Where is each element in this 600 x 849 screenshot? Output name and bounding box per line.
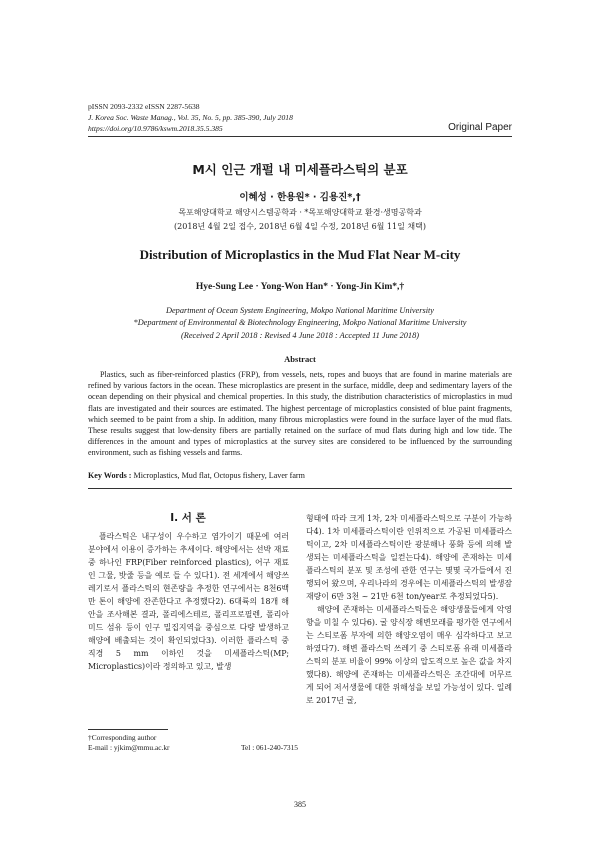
affiliation-english	[0, 305, 600, 328]
abstract	[88, 369, 512, 459]
page-number: 385	[294, 800, 306, 809]
contact-line	[88, 743, 298, 753]
journal-header	[88, 101, 293, 134]
intro-paragraph-2: 해양에 존재하는 미세플라스틱들은 해양생물들에게 악영향을 미칠 수 있다6). 굴 양식장 해변모래를 평가한 연구에서는 스티로폼 부자에 의한 해양오염이 매우 심각하다고 보고하였다7). 해변 플라스틱 쓰레기 중 스티로폼 유래 미세플라스틱의 분포 비율이 99% 이상의 압도적으로 높은 값을 차지했다8). 해양에 존재하는 미세플라스틱은 조간대에 머무르게 되어 저서생물에 대한 위해성을 보일 가능성이 있다. 일례로 2017년 굴,	[306, 605, 512, 705]
affiliation-english-2: *Department of Environmental & Biotechnology Engineering, Mokpo National Maritime University	[133, 317, 467, 327]
authors-korean: 이혜성 · 한용원* · 김용진*,†	[239, 192, 361, 203]
telephone: Tel : 061-240-7315	[241, 743, 298, 752]
keywords-label: Key Words :	[88, 471, 132, 480]
affiliation-english-1: Department of Ocean System Engineering, Mokpo National Maritime University	[166, 306, 434, 315]
keywords	[88, 471, 512, 480]
article-type: Original Paper	[448, 122, 512, 133]
authors-english: Hye-Sung Lee · Yong-Won Han* · Yong-Jin Kim*,†	[195, 282, 405, 292]
journal-citation: J. Korea Soc. Waste Manag., Vol. 35, No. 5, pp. 385-390, July 2018	[88, 113, 293, 122]
corresponding-author: †Corresponding author	[88, 733, 157, 742]
title-korean: M시 인근 개펄 내 미세플라스틱의 분포	[192, 162, 408, 177]
abstract-text: Plastics, such as fiber-reinforced plastics (FRP), from vessels, nets, ropes and buoys that are found in marine materials are refined by various factors in the ocean. These microplastics are present in the surface, middle, deep and sedimentary layers of the ocean depending on their physical and chemical properties. In this study, the distribution characteristics of microplastics in mud flats are investigated and their sources are estimated. The highest percentage of microplastics consisted of blue paint fragments, which seemed to be paint from a ship. In addition, many fibrous microplastics were found in the surface layer of the mud flats. These results suggest that low-density fibers are partially retained on the surface of mud flats during high and low tide. The differences in the amount and types of microplastics at the survey sites are considered to be influenced by the surrounding environment, such as fishing vessels and farms.	[88, 370, 512, 458]
affiliation-korean: 목포해양대학교 해양시스템공학과 · *목포해양대학교 환경·생명공학과	[178, 208, 422, 217]
abstract-heading: Abstract	[284, 354, 316, 364]
title-english: Distribution of Microplastics in the Mud Flat Near M-city	[139, 247, 461, 262]
header-rule	[88, 136, 512, 137]
footnote-rule	[88, 729, 168, 730]
keywords-list: Microplastics, Mud flat, Octopus fishery, Laver farm	[133, 471, 305, 480]
footnote	[88, 733, 298, 753]
intro-paragraph-1-continued: 형태에 따라 크게 1차, 2차 미세플라스틱으로 구분이 가능하다4). 1차 미세플라스틱이란 인위적으로 가공된 미세플라스틱이고, 2차 미세플라스틱이란 광분해나 풍화 등에 의해 발생되는 미세플라스틱을 일컫는다4). 해양에 존재하는 미세플라스틱의 분포 및 조성에 관한 연구는 몇몇 국가들에서 진행되어 왔으며, 우리나라의 경우에는 미세플라스틱의 발생잠재량이 6만 3천 ~ 21만 6천 ton/year로 추정되었다5).	[306, 514, 512, 601]
keywords-rule	[88, 488, 512, 489]
right-column	[306, 512, 512, 707]
doi-link[interactable]: https://doi.org/10.9786/kswm.2018.35.5.385	[88, 124, 223, 133]
section-heading-introduction: I. 서 론	[170, 512, 206, 524]
issn: pISSN 2093-2332 eISSN 2287-5638	[88, 102, 200, 111]
dates-korean: (2018년 4월 2일 접수, 2018년 6월 4일 수정, 2018년 6월 11일 채택)	[174, 222, 426, 231]
dates-english: (Received 2 April 2018 : Revised 4 June 2018 : Accepted 11 June 2018)	[181, 331, 419, 340]
intro-paragraph-1: 플라스틱은 내구성이 우수하고 염가이기 때문에 여러 분야에서 이용이 증가하는 추세이다. 해양에서는 선박 재료 중 하나인 FRP(Fiber reinforced plastics), 어구 재료인 그물, 밧줄 등을 예로 들 수 있다1). 전 세계에서 해양쓰레기로서 플라스틱의 현존량을 추정한 연구에서는 8천6백만 톤이 해양에 잔존한다고 추정했다2). 6대륙의 18개 해안을 조사해본 결과, 폴리에스테르, 폴리프로필렌, 폴리아미드 섬유 등이 인구 밀집지역을 중심으로 다량 발생하고 해양에 배출되는 것이 확인되었다3). 이러한 플라스틱 중 직경 5 mm 이하인 것을 미세플라스틱(MP; Microplastics)이라 정의하고 있고, 발생	[88, 532, 289, 671]
email[interactable]: E-mail : yjkim@mmu.ac.kr	[88, 743, 170, 752]
left-column	[88, 530, 289, 673]
